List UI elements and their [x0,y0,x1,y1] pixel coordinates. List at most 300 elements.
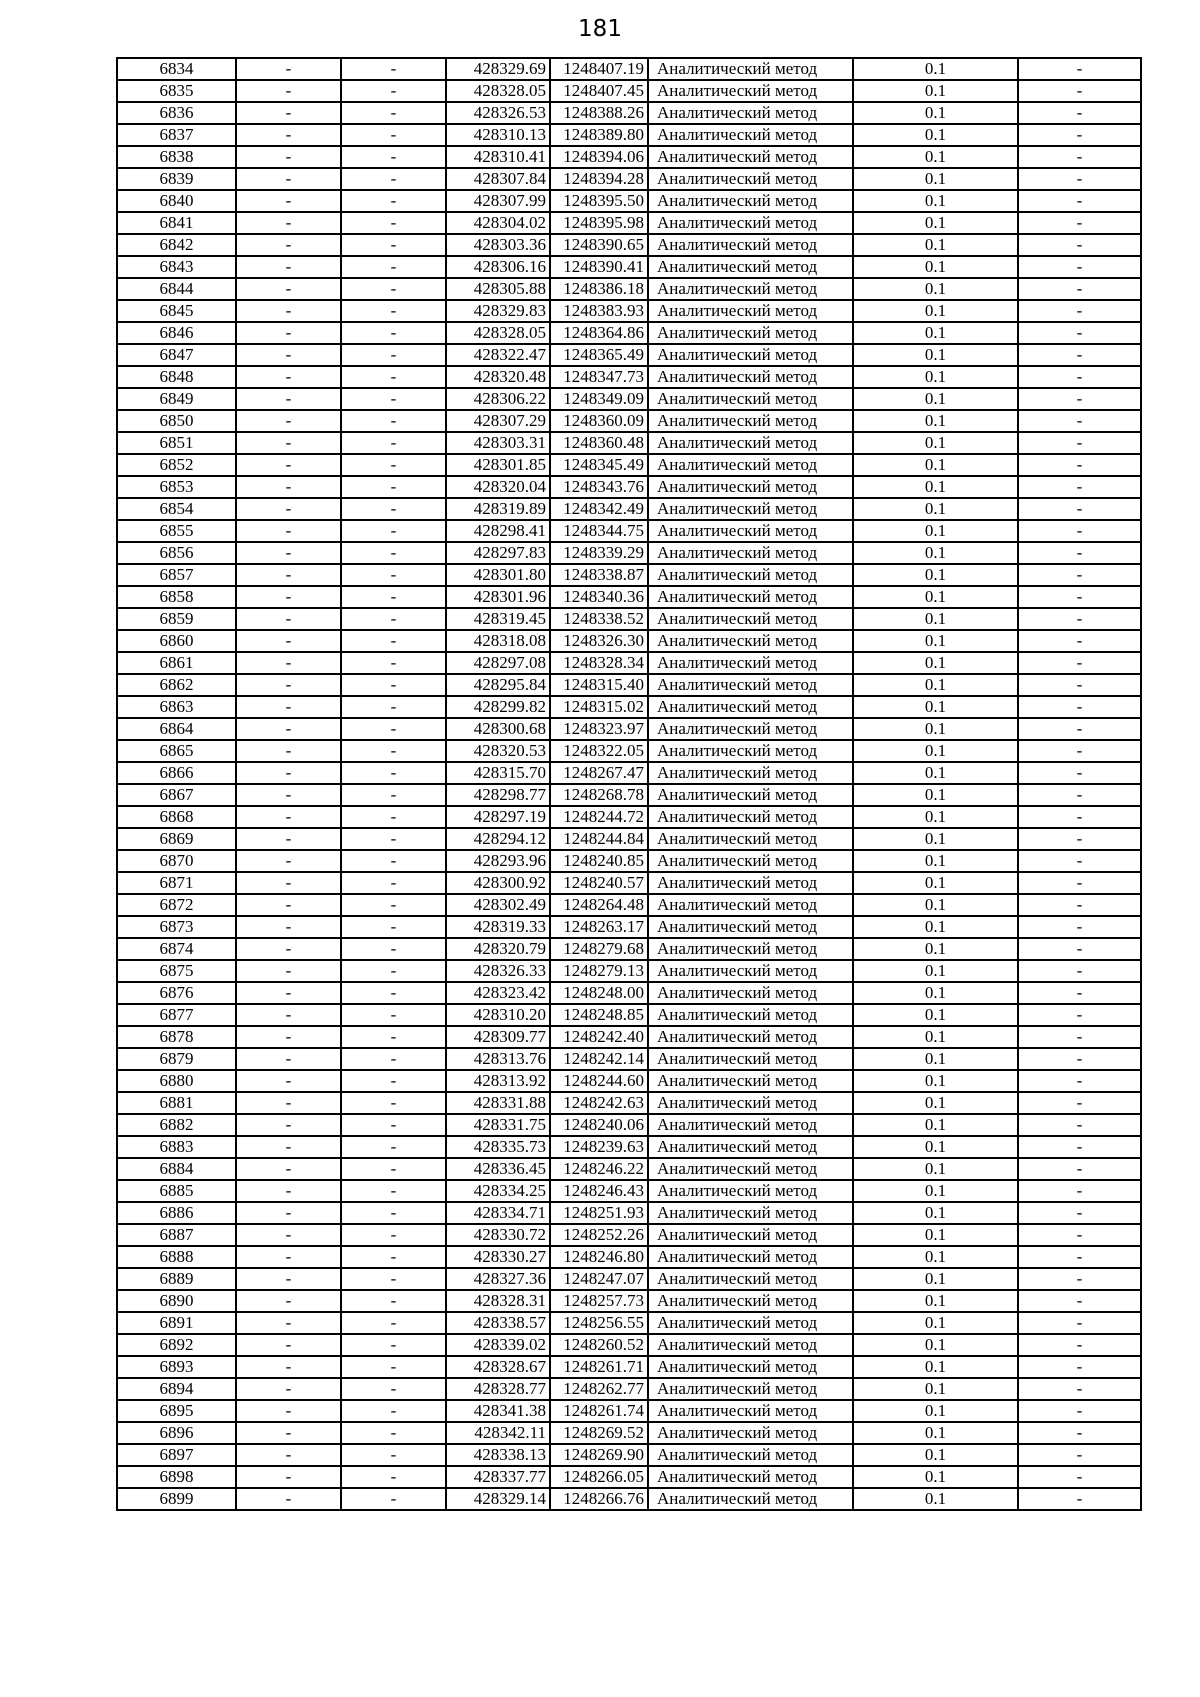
empty-cell: - [341,234,446,256]
y-coordinate-cell: 1248239.63 [550,1136,648,1158]
x-coordinate-cell: 428297.19 [446,806,550,828]
y-coordinate-cell: 1248248.85 [550,1004,648,1026]
y-coordinate-cell: 1248386.18 [550,278,648,300]
empty-cell: - [236,234,341,256]
x-coordinate-cell: 428319.45 [446,608,550,630]
accuracy-cell: 0.1 [853,1092,1018,1114]
accuracy-cell: 0.1 [853,982,1018,1004]
point-number-cell: 6883 [117,1136,236,1158]
empty-cell: - [341,1488,446,1510]
point-number-cell: 6896 [117,1422,236,1444]
y-coordinate-cell: 1248383.93 [550,300,648,322]
y-coordinate-cell: 1248345.49 [550,454,648,476]
point-number-cell: 6849 [117,388,236,410]
empty-cell: - [341,1202,446,1224]
point-number-cell: 6875 [117,960,236,982]
accuracy-cell: 0.1 [853,1224,1018,1246]
accuracy-cell: 0.1 [853,1070,1018,1092]
accuracy-cell: 0.1 [853,542,1018,564]
point-number-cell: 6897 [117,1444,236,1466]
accuracy-cell: 0.1 [853,1268,1018,1290]
method-cell: Аналитический метод [648,1202,853,1224]
table-row [117,410,1141,432]
point-number-cell: 6862 [117,674,236,696]
table-row [117,1180,1141,1202]
table-row [117,1268,1141,1290]
x-coordinate-cell: 428304.02 [446,212,550,234]
y-coordinate-cell: 1248322.05 [550,740,648,762]
method-cell: Аналитический метод [648,80,853,102]
method-cell: Аналитический метод [648,410,853,432]
empty-cell: - [236,872,341,894]
empty-cell: - [1018,278,1141,300]
empty-cell: - [236,586,341,608]
empty-cell: - [1018,454,1141,476]
x-coordinate-cell: 428297.83 [446,542,550,564]
x-coordinate-cell: 428301.96 [446,586,550,608]
y-coordinate-cell: 1248244.72 [550,806,648,828]
x-coordinate-cell: 428297.08 [446,652,550,674]
x-coordinate-cell: 428301.80 [446,564,550,586]
empty-cell: - [341,1400,446,1422]
y-coordinate-cell: 1248279.13 [550,960,648,982]
empty-cell: - [236,1158,341,1180]
empty-cell: - [1018,168,1141,190]
empty-cell: - [341,1422,446,1444]
empty-cell: - [341,454,446,476]
empty-cell: - [1018,674,1141,696]
y-coordinate-cell: 1248267.47 [550,762,648,784]
x-coordinate-cell: 428310.13 [446,124,550,146]
y-coordinate-cell: 1248261.71 [550,1356,648,1378]
y-coordinate-cell: 1248388.26 [550,102,648,124]
empty-cell: - [1018,938,1141,960]
accuracy-cell: 0.1 [853,520,1018,542]
empty-cell: - [236,278,341,300]
table-row [117,388,1141,410]
empty-cell: - [341,366,446,388]
empty-cell: - [236,410,341,432]
table-row [117,1466,1141,1488]
empty-cell: - [236,1136,341,1158]
empty-cell: - [1018,1114,1141,1136]
y-coordinate-cell: 1248244.84 [550,828,648,850]
accuracy-cell: 0.1 [853,1378,1018,1400]
empty-cell: - [341,674,446,696]
point-number-cell: 6870 [117,850,236,872]
empty-cell: - [1018,388,1141,410]
point-number-cell: 6853 [117,476,236,498]
method-cell: Аналитический метод [648,432,853,454]
accuracy-cell: 0.1 [853,872,1018,894]
empty-cell: - [1018,1422,1141,1444]
empty-cell: - [236,696,341,718]
accuracy-cell: 0.1 [853,322,1018,344]
coordinates-table [116,57,1142,1511]
empty-cell: - [1018,1444,1141,1466]
empty-cell: - [341,190,446,212]
empty-cell: - [236,1026,341,1048]
accuracy-cell: 0.1 [853,1356,1018,1378]
table-row [117,1092,1141,1114]
table-body [117,58,1141,1510]
point-number-cell: 6880 [117,1070,236,1092]
y-coordinate-cell: 1248390.41 [550,256,648,278]
method-cell: Аналитический метод [648,740,853,762]
point-number-cell: 6893 [117,1356,236,1378]
empty-cell: - [1018,828,1141,850]
empty-cell: - [1018,344,1141,366]
table-row [117,696,1141,718]
empty-cell: - [1018,542,1141,564]
method-cell: Аналитический метод [648,476,853,498]
y-coordinate-cell: 1248266.05 [550,1466,648,1488]
y-coordinate-cell: 1248244.60 [550,1070,648,1092]
accuracy-cell: 0.1 [853,146,1018,168]
table-row [117,1070,1141,1092]
empty-cell: - [236,828,341,850]
empty-cell: - [341,1224,446,1246]
empty-cell: - [341,652,446,674]
accuracy-cell: 0.1 [853,1048,1018,1070]
method-cell: Аналитический метод [648,1356,853,1378]
empty-cell: - [236,80,341,102]
empty-cell: - [236,1114,341,1136]
point-number-cell: 6894 [117,1378,236,1400]
empty-cell: - [341,850,446,872]
empty-cell: - [1018,102,1141,124]
empty-cell: - [1018,124,1141,146]
empty-cell: - [1018,1136,1141,1158]
point-number-cell: 6835 [117,80,236,102]
accuracy-cell: 0.1 [853,432,1018,454]
empty-cell: - [1018,630,1141,652]
empty-cell: - [1018,1180,1141,1202]
accuracy-cell: 0.1 [853,806,1018,828]
empty-cell: - [341,1004,446,1026]
accuracy-cell: 0.1 [853,850,1018,872]
point-number-cell: 6874 [117,938,236,960]
accuracy-cell: 0.1 [853,652,1018,674]
x-coordinate-cell: 428320.48 [446,366,550,388]
empty-cell: - [236,190,341,212]
accuracy-cell: 0.1 [853,80,1018,102]
accuracy-cell: 0.1 [853,740,1018,762]
method-cell: Аналитический метод [648,1246,853,1268]
table-row [117,190,1141,212]
method-cell: Аналитический метод [648,1488,853,1510]
empty-cell: - [341,256,446,278]
empty-cell: - [236,498,341,520]
y-coordinate-cell: 1248407.45 [550,80,648,102]
method-cell: Аналитический метод [648,124,853,146]
table-row [117,1004,1141,1026]
empty-cell: - [236,1356,341,1378]
x-coordinate-cell: 428306.16 [446,256,550,278]
method-cell: Аналитический метод [648,1158,853,1180]
empty-cell: - [341,564,446,586]
accuracy-cell: 0.1 [853,454,1018,476]
empty-cell: - [236,718,341,740]
point-number-cell: 6837 [117,124,236,146]
x-coordinate-cell: 428299.82 [446,696,550,718]
empty-cell: - [341,960,446,982]
accuracy-cell: 0.1 [853,762,1018,784]
empty-cell: - [341,608,446,630]
empty-cell: - [341,1444,446,1466]
x-coordinate-cell: 428318.08 [446,630,550,652]
point-number-cell: 6863 [117,696,236,718]
method-cell: Аналитический метод [648,1224,853,1246]
x-coordinate-cell: 428307.29 [446,410,550,432]
x-coordinate-cell: 428328.05 [446,80,550,102]
method-cell: Аналитический метод [648,1400,853,1422]
empty-cell: - [341,1136,446,1158]
accuracy-cell: 0.1 [853,696,1018,718]
table-row [117,212,1141,234]
x-coordinate-cell: 428306.22 [446,388,550,410]
empty-cell: - [1018,410,1141,432]
x-coordinate-cell: 428322.47 [446,344,550,366]
x-coordinate-cell: 428326.53 [446,102,550,124]
y-coordinate-cell: 1248263.17 [550,916,648,938]
empty-cell: - [341,586,446,608]
method-cell: Аналитический метод [648,520,853,542]
y-coordinate-cell: 1248266.76 [550,1488,648,1510]
empty-cell: - [1018,960,1141,982]
empty-cell: - [236,1422,341,1444]
method-cell: Аналитический метод [648,300,853,322]
point-number-cell: 6887 [117,1224,236,1246]
accuracy-cell: 0.1 [853,1246,1018,1268]
empty-cell: - [341,476,446,498]
empty-cell: - [341,1356,446,1378]
table-row [117,564,1141,586]
empty-cell: - [341,1312,446,1334]
accuracy-cell: 0.1 [853,938,1018,960]
method-cell: Аналитический метод [648,388,853,410]
table-row [117,1048,1141,1070]
empty-cell: - [236,982,341,1004]
table-row [117,256,1141,278]
point-number-cell: 6838 [117,146,236,168]
method-cell: Аналитический метод [648,938,853,960]
table-row [117,498,1141,520]
empty-cell: - [236,1004,341,1026]
accuracy-cell: 0.1 [853,234,1018,256]
point-number-cell: 6834 [117,58,236,80]
empty-cell: - [236,740,341,762]
accuracy-cell: 0.1 [853,1158,1018,1180]
x-coordinate-cell: 428338.13 [446,1444,550,1466]
empty-cell: - [341,278,446,300]
empty-cell: - [236,916,341,938]
y-coordinate-cell: 1248240.06 [550,1114,648,1136]
method-cell: Аналитический метод [648,916,853,938]
point-number-cell: 6860 [117,630,236,652]
accuracy-cell: 0.1 [853,476,1018,498]
table-row [117,850,1141,872]
accuracy-cell: 0.1 [853,1004,1018,1026]
accuracy-cell: 0.1 [853,1334,1018,1356]
empty-cell: - [1018,740,1141,762]
point-number-cell: 6854 [117,498,236,520]
table-row [117,58,1141,80]
table-row [117,520,1141,542]
y-coordinate-cell: 1248261.74 [550,1400,648,1422]
point-number-cell: 6876 [117,982,236,1004]
y-coordinate-cell: 1248395.50 [550,190,648,212]
empty-cell: - [236,212,341,234]
point-number-cell: 6847 [117,344,236,366]
empty-cell: - [1018,1356,1141,1378]
empty-cell: - [1018,498,1141,520]
x-coordinate-cell: 428329.14 [446,1488,550,1510]
empty-cell: - [341,1048,446,1070]
empty-cell: - [341,894,446,916]
empty-cell: - [341,1466,446,1488]
table-row [117,1114,1141,1136]
x-coordinate-cell: 428335.73 [446,1136,550,1158]
empty-cell: - [341,344,446,366]
empty-cell: - [236,1378,341,1400]
method-cell: Аналитический метод [648,1466,853,1488]
empty-cell: - [236,388,341,410]
method-cell: Аналитический метод [648,542,853,564]
empty-cell: - [1018,850,1141,872]
x-coordinate-cell: 428341.38 [446,1400,550,1422]
point-number-cell: 6846 [117,322,236,344]
empty-cell: - [236,432,341,454]
empty-cell: - [236,1444,341,1466]
empty-cell: - [341,1378,446,1400]
table-row [117,322,1141,344]
empty-cell: - [341,1334,446,1356]
x-coordinate-cell: 428320.79 [446,938,550,960]
accuracy-cell: 0.1 [853,784,1018,806]
x-coordinate-cell: 428329.83 [446,300,550,322]
method-cell: Аналитический метод [648,1290,853,1312]
y-coordinate-cell: 1248343.76 [550,476,648,498]
empty-cell: - [1018,234,1141,256]
y-coordinate-cell: 1248260.52 [550,1334,648,1356]
accuracy-cell: 0.1 [853,564,1018,586]
table-row [117,828,1141,850]
accuracy-cell: 0.1 [853,1312,1018,1334]
empty-cell: - [1018,1400,1141,1422]
table-row [117,1158,1141,1180]
point-number-cell: 6889 [117,1268,236,1290]
accuracy-cell: 0.1 [853,1136,1018,1158]
y-coordinate-cell: 1248338.87 [550,564,648,586]
y-coordinate-cell: 1248242.14 [550,1048,648,1070]
point-number-cell: 6851 [117,432,236,454]
method-cell: Аналитический метод [648,1444,853,1466]
x-coordinate-cell: 428334.71 [446,1202,550,1224]
point-number-cell: 6871 [117,872,236,894]
point-number-cell: 6872 [117,894,236,916]
y-coordinate-cell: 1248347.73 [550,366,648,388]
empty-cell: - [236,256,341,278]
table-row [117,630,1141,652]
x-coordinate-cell: 428330.27 [446,1246,550,1268]
point-number-cell: 6844 [117,278,236,300]
y-coordinate-cell: 1248251.93 [550,1202,648,1224]
x-coordinate-cell: 428298.41 [446,520,550,542]
method-cell: Аналитический метод [648,1070,853,1092]
y-coordinate-cell: 1248344.75 [550,520,648,542]
x-coordinate-cell: 428295.84 [446,674,550,696]
table-row [117,1334,1141,1356]
point-number-cell: 6841 [117,212,236,234]
empty-cell: - [1018,1092,1141,1114]
table-row [117,124,1141,146]
accuracy-cell: 0.1 [853,388,1018,410]
x-coordinate-cell: 428303.36 [446,234,550,256]
x-coordinate-cell: 428300.92 [446,872,550,894]
point-number-cell: 6857 [117,564,236,586]
table-row [117,806,1141,828]
method-cell: Аналитический метод [648,652,853,674]
empty-cell: - [236,102,341,124]
y-coordinate-cell: 1248248.00 [550,982,648,1004]
empty-cell: - [1018,718,1141,740]
table-row [117,366,1141,388]
x-coordinate-cell: 428331.88 [446,1092,550,1114]
y-coordinate-cell: 1248257.73 [550,1290,648,1312]
table-row [117,1488,1141,1510]
point-number-cell: 6855 [117,520,236,542]
point-number-cell: 6856 [117,542,236,564]
x-coordinate-cell: 428298.77 [446,784,550,806]
table-row [117,1422,1141,1444]
point-number-cell: 6891 [117,1312,236,1334]
accuracy-cell: 0.1 [853,168,1018,190]
empty-cell: - [1018,762,1141,784]
empty-cell: - [341,982,446,1004]
method-cell: Аналитический метод [648,718,853,740]
point-number-cell: 6840 [117,190,236,212]
empty-cell: - [236,1466,341,1488]
method-cell: Аналитический метод [648,1268,853,1290]
empty-cell: - [1018,146,1141,168]
point-number-cell: 6839 [117,168,236,190]
table-row [117,586,1141,608]
empty-cell: - [236,1290,341,1312]
method-cell: Аналитический метод [648,1048,853,1070]
x-coordinate-cell: 428320.04 [446,476,550,498]
empty-cell: - [1018,696,1141,718]
y-coordinate-cell: 1248240.57 [550,872,648,894]
y-coordinate-cell: 1248246.80 [550,1246,648,1268]
empty-cell: - [341,146,446,168]
table-row [117,1202,1141,1224]
x-coordinate-cell: 428309.77 [446,1026,550,1048]
empty-cell: - [341,432,446,454]
method-cell: Аналитический метод [648,850,853,872]
empty-cell: - [236,960,341,982]
y-coordinate-cell: 1248252.26 [550,1224,648,1246]
empty-cell: - [236,1268,341,1290]
empty-cell: - [236,520,341,542]
empty-cell: - [236,652,341,674]
method-cell: Аналитический метод [648,608,853,630]
table-row [117,916,1141,938]
empty-cell: - [1018,608,1141,630]
method-cell: Аналитический метод [648,828,853,850]
empty-cell: - [236,784,341,806]
empty-cell: - [341,542,446,564]
